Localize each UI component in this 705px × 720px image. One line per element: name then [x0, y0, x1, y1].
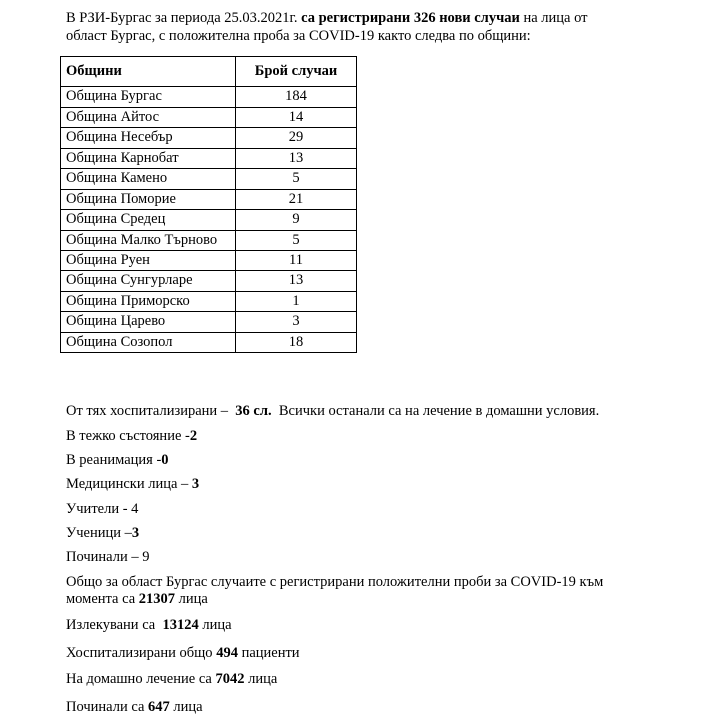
case-count: 13	[236, 148, 357, 169]
case-count: 13	[236, 271, 357, 292]
header-municipality: Общини	[61, 57, 236, 87]
header-cases: Брой случаи	[236, 57, 357, 87]
deceased-total-unit: лица	[173, 699, 203, 715]
case-count: 18	[236, 332, 357, 353]
case-count: 1	[236, 291, 357, 312]
medical-line	[66, 476, 199, 493]
case-count: 9	[236, 210, 357, 231]
municipality-name: Община Карнобат	[61, 148, 236, 169]
municipality-name: Община Руен	[61, 250, 236, 271]
table-row	[61, 210, 357, 231]
table-row	[61, 250, 357, 271]
intro-tail: на лица от	[523, 10, 588, 26]
table-row	[61, 271, 357, 292]
icu-line	[66, 452, 169, 469]
recovered-unit: лица	[202, 617, 232, 633]
table-row	[61, 312, 357, 333]
municipality-name: Община Малко Търново	[61, 230, 236, 250]
medical-value: 3	[191, 476, 200, 492]
case-count: 11	[236, 250, 357, 271]
deceased-total-value: 647	[148, 699, 170, 715]
case-count: 5	[236, 230, 357, 250]
recovered-label: Излекувани са	[66, 617, 156, 633]
severe-value: 2	[189, 428, 198, 444]
total-line-1: Общо за област Бургас случаите с регистрирани положителни проби за COVID-19 към	[66, 574, 604, 590]
municipalities-table	[60, 56, 357, 353]
intro-line-1	[66, 10, 588, 27]
medical-label: Медицински лица –	[66, 476, 189, 492]
recovered-value: 13124	[162, 617, 199, 633]
students-value: 3	[131, 525, 140, 541]
deceased-line: Починали – 9	[66, 549, 150, 565]
municipality-name: Община Несебър	[61, 128, 236, 149]
case-count: 29	[236, 128, 357, 149]
table-row	[61, 87, 357, 108]
municipality-name: Община Средец	[61, 210, 236, 231]
case-count: 21	[236, 189, 357, 210]
total-line-2	[66, 591, 208, 608]
icu-label: В реанимация -	[66, 452, 162, 468]
table-row	[61, 332, 357, 353]
home-treatment-label: На домашно лечение са	[66, 671, 212, 687]
table-row	[61, 189, 357, 210]
municipality-name: Община Царево	[61, 312, 236, 333]
deceased-total-label: Починали са	[66, 699, 145, 715]
total-label: момента са	[66, 591, 136, 607]
municipality-name: Община Поморие	[61, 189, 236, 210]
recovered-line	[66, 617, 232, 634]
total-value: 21307	[138, 591, 176, 607]
municipality-name: Община Созопол	[61, 332, 236, 353]
home-treatment-note: Всички останали са на лечение в домашни условия.	[278, 403, 600, 419]
icu-value: 0	[161, 452, 169, 468]
hospitalized-label: От тях хоспитализирани –	[66, 403, 229, 419]
table-row	[61, 169, 357, 190]
case-count: 5	[236, 169, 357, 190]
students-label: Ученици –	[66, 525, 132, 541]
intro-new-cases: са регистрирани 326 нови случаи	[301, 10, 520, 26]
hospitalized-total-value: 494	[216, 645, 238, 661]
municipality-name: Община Сунгурларе	[61, 271, 236, 292]
table-row	[61, 230, 357, 250]
municipality-name: Община Бургас	[61, 87, 236, 108]
case-count: 14	[236, 107, 357, 128]
municipality-name: Община Камено	[61, 169, 236, 190]
intro-line-2: област Бургас, с положителна проба за COVID-19 както следва по общини:	[66, 28, 531, 44]
table-row	[61, 128, 357, 149]
table-row	[61, 148, 357, 169]
municipality-name: Община Айтос	[61, 107, 236, 128]
students-line	[66, 525, 139, 542]
case-count: 3	[236, 312, 357, 333]
deceased-total-line	[66, 699, 203, 716]
severe-label: В тежко състояние -	[66, 428, 190, 444]
table-header-row	[61, 57, 357, 87]
table-row	[61, 107, 357, 128]
intro-period: В РЗИ-Бургас за периода 25.03.2021г.	[66, 10, 298, 26]
case-count: 184	[236, 87, 357, 108]
total-unit: лица	[178, 591, 208, 607]
table-row	[61, 291, 357, 312]
hospitalized-value: 36 сл.	[235, 403, 272, 419]
municipality-name: Община Приморско	[61, 291, 236, 312]
hospitalized-line	[66, 403, 599, 420]
home-treatment-value: 7042	[215, 671, 245, 687]
hospitalized-total-unit: пациенти	[241, 645, 300, 661]
home-treatment-unit: лица	[248, 671, 278, 687]
severe-line	[66, 428, 197, 445]
hospitalized-total-label: Хоспитализирани общо	[66, 645, 213, 661]
hospitalized-total-line	[66, 645, 300, 662]
home-treatment-line	[66, 671, 277, 688]
teachers-line: Учители - 4	[66, 501, 139, 517]
